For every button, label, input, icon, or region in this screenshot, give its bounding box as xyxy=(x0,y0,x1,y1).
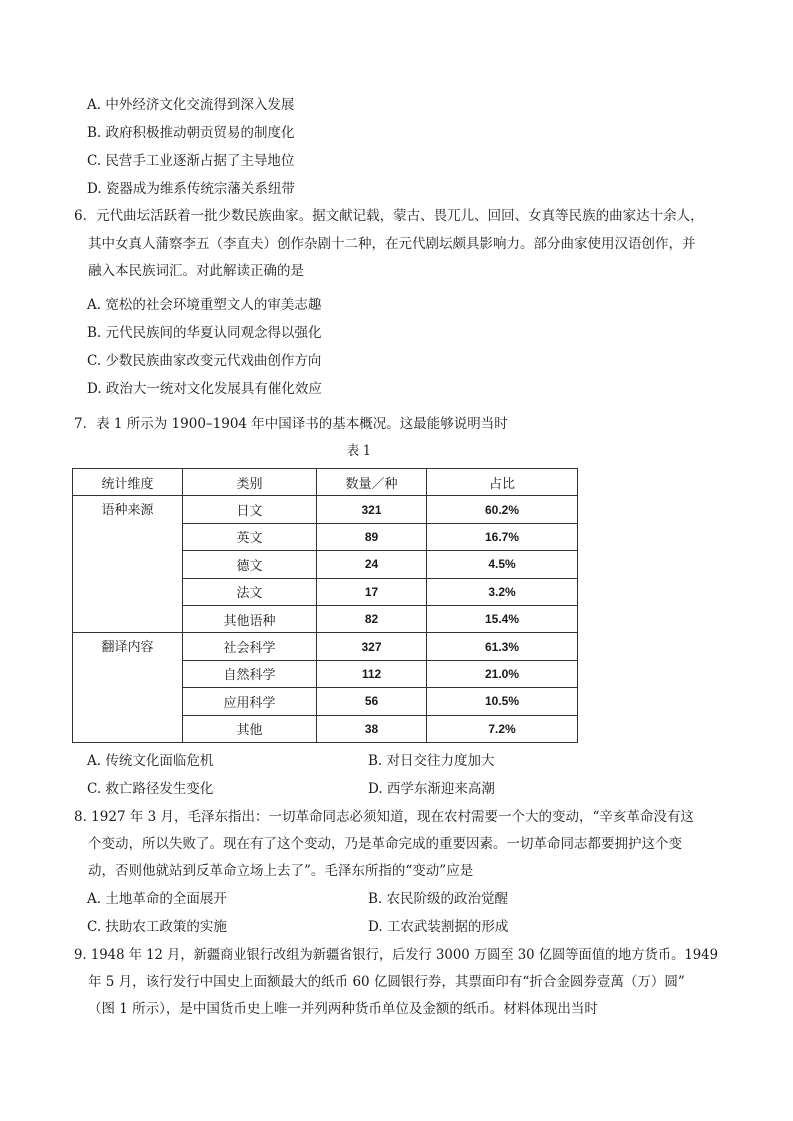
category-cell: 其他语种 xyxy=(183,605,317,632)
q9-stem-line-1: 9. 1948 年 12 月，新疆商业银行改组为新疆省银行，后发行 3000 万圆至 30 亿圆等面值的地方货币。1949 xyxy=(74,947,718,963)
group-label-content: 翻译内容 xyxy=(73,633,183,743)
category-cell: 社会科学 xyxy=(183,633,317,660)
share-cell: 7.2% xyxy=(427,715,578,742)
share-cell: 21.0% xyxy=(427,660,578,687)
share-cell: 61.3% xyxy=(427,633,578,660)
category-cell: 英文 xyxy=(183,523,317,550)
q8-stem-line-1: 8. 1927 年 3 月，毛泽东指出：一切革命同志必须知道，现在农村需要一个大的变动，“辛亥革命没有这 xyxy=(74,809,694,825)
category-cell: 应用科学 xyxy=(183,688,317,715)
count-cell: 112 xyxy=(317,660,427,687)
count-cell: 38 xyxy=(317,715,427,742)
share-cell: 60.2% xyxy=(427,496,578,523)
q6-stem-line-2: 其中女真人蒲察李五（李直夫）创作杂剧十二种，在元代剧坛颇具影响力。部分曲家使用汉语创作，并 xyxy=(88,236,696,252)
table-title: 表 1 xyxy=(346,443,371,459)
q8-option-d: D. 工农武装割据的形成 xyxy=(368,919,509,935)
q5-option-d: D. 瓷器成为维系传统宗藩关系纽带 xyxy=(87,181,295,197)
q6-option-d: D. 政治大一统对文化发展具有催化效应 xyxy=(87,381,322,397)
count-cell: 56 xyxy=(317,688,427,715)
q6-stem-line-3: 融入本民族词汇。对此解读正确的是 xyxy=(88,263,304,279)
category-cell: 德文 xyxy=(183,551,317,578)
q8-stem-line-2: 个变动，所以失败了。现在有了这个变动，乃是革命完成的重要因素。一切革命同志都要拥护这个变 xyxy=(88,836,682,852)
category-cell: 自然科学 xyxy=(183,660,317,687)
q6-option-a: A. 宽松的社会环境重塑文人的审美志趣 xyxy=(87,297,322,313)
q7-option-c: C. 救亡路径发生变化 xyxy=(87,781,214,797)
count-cell: 321 xyxy=(317,496,427,523)
q5-option-c: C. 民营手工业逐渐占据了主导地位 xyxy=(87,153,295,169)
q9-stem-line-2: 年 5 月，该行发行中国史上面额最大的纸币 60 亿圆银行券，其票面印有“折合金圆券壹萬（万）圆” xyxy=(88,974,685,990)
share-cell: 15.4% xyxy=(427,605,578,632)
header-category: 类别 xyxy=(183,469,317,496)
count-cell: 82 xyxy=(317,605,427,632)
q5-option-b: B. 政府积极推动朝贡贸易的制度化 xyxy=(87,125,295,141)
header-dimension: 统计维度 xyxy=(73,469,183,496)
table-row xyxy=(73,496,578,523)
translation-stats-table xyxy=(72,468,578,743)
share-cell: 16.7% xyxy=(427,523,578,550)
header-count: 数量／种 xyxy=(317,469,427,496)
count-cell: 327 xyxy=(317,633,427,660)
q6-stem-line-1: 6．元代曲坛活跃着一批少数民族曲家。据文献记载，蒙古、畏兀儿、回回、女真等民族的曲家达十余人， xyxy=(74,208,704,224)
q7-stem: 7．表 1 所示为 1900–1904 年中国译书的基本概况。这最能够说明当时 xyxy=(74,416,508,432)
q6-option-c: C. 少数民族曲家改变元代戏曲创作方向 xyxy=(87,353,322,369)
count-cell: 24 xyxy=(317,551,427,578)
share-cell: 10.5% xyxy=(427,688,578,715)
q5-option-a: A. 中外经济文化交流得到深入发展 xyxy=(87,97,295,113)
q8-option-b: B. 农民阶级的政治觉醒 xyxy=(368,891,509,907)
q7-option-d: D. 西学东渐迎来高潮 xyxy=(368,781,495,797)
q7-option-b: B. 对日交往力度加大 xyxy=(368,753,495,769)
q9-stem-line-3: （图 1 所示），是中国货币史上唯一并列两种货币单位及金额的纸币。材料体现出当时 xyxy=(88,1001,598,1017)
q6-option-b: B. 元代民族间的华夏认同观念得以强化 xyxy=(87,325,322,341)
q8-option-c: C. 扶助农工政策的实施 xyxy=(87,919,227,935)
table-row xyxy=(73,633,578,660)
category-cell: 法文 xyxy=(183,578,317,605)
q8-stem-line-3: 动，否则他就站到反革命立场上去了”。毛泽东所指的“变动”应是 xyxy=(88,863,474,879)
q7-option-a: A. 传统文化面临危机 xyxy=(87,753,214,769)
share-cell: 3.2% xyxy=(427,578,578,605)
header-share: 占比 xyxy=(427,469,578,496)
group-label-language: 语种来源 xyxy=(73,496,183,633)
category-cell: 日文 xyxy=(183,496,317,523)
category-cell: 其他 xyxy=(183,715,317,742)
q8-option-a: A. 土地革命的全面展开 xyxy=(87,891,227,907)
table-header-row xyxy=(73,469,578,496)
count-cell: 17 xyxy=(317,578,427,605)
count-cell: 89 xyxy=(317,523,427,550)
share-cell: 4.5% xyxy=(427,551,578,578)
